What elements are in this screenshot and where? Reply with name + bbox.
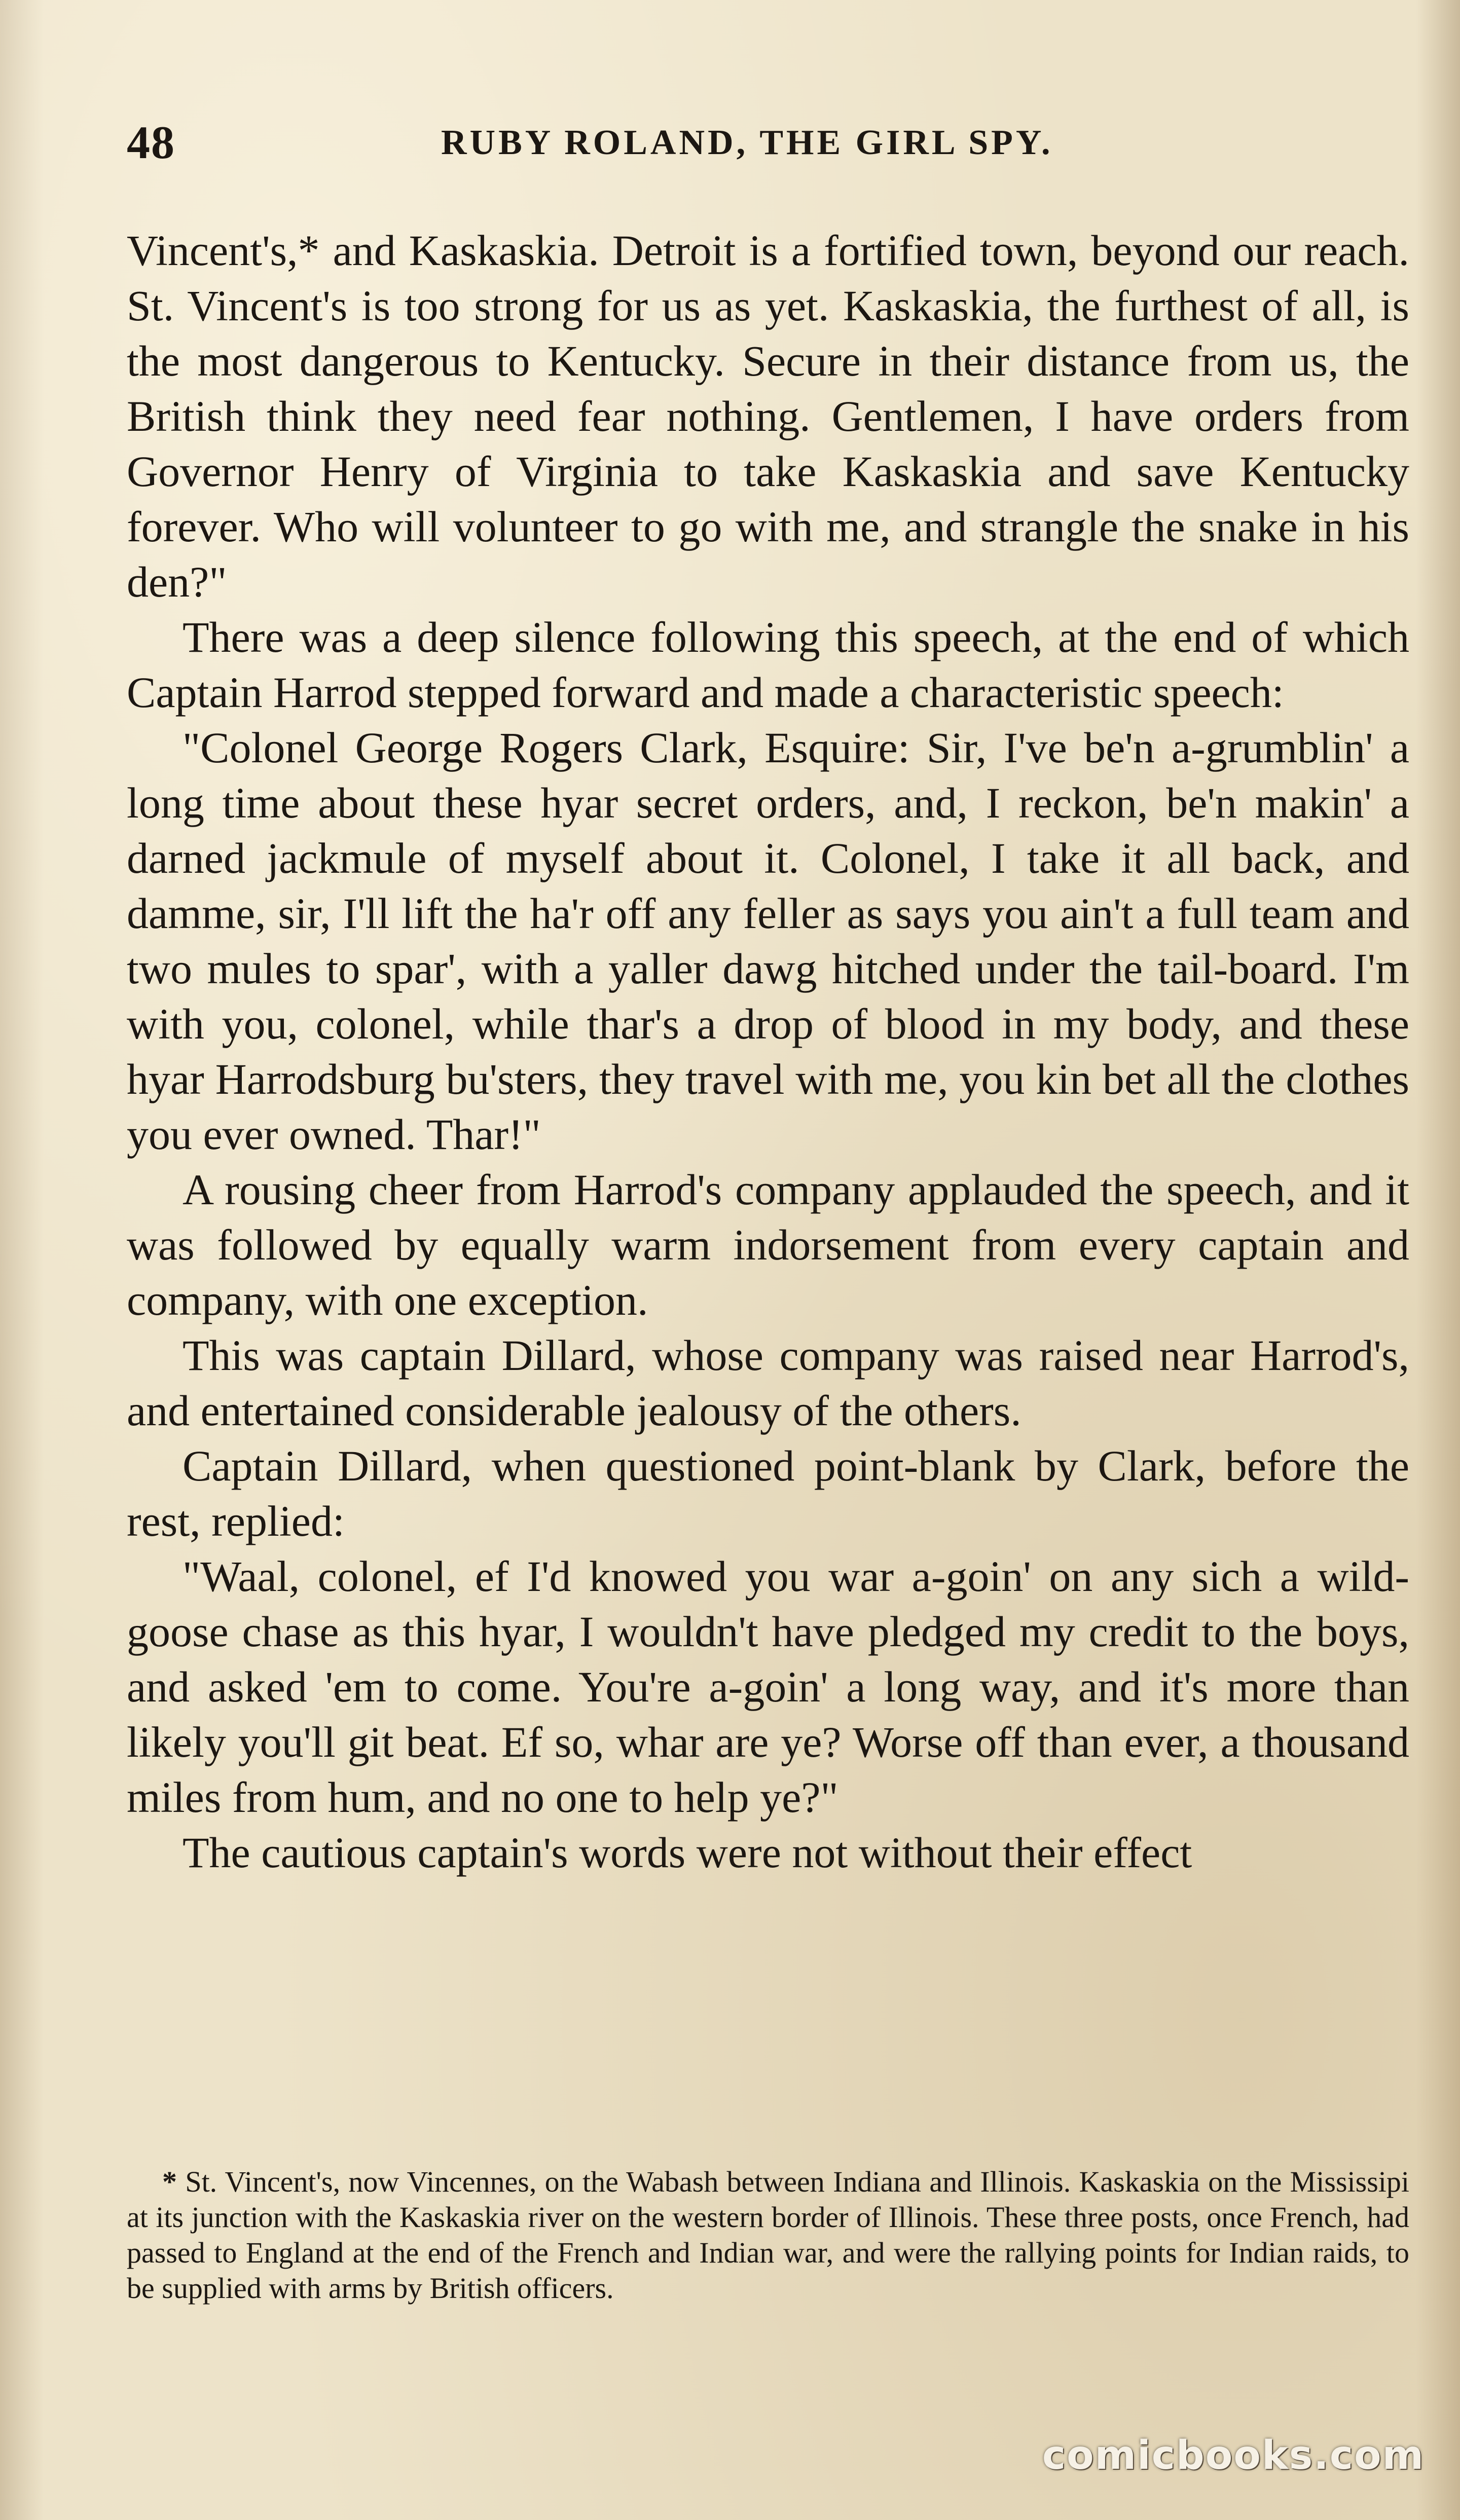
running-title: RUBY ROLAND, THE GIRL SPY. [441,123,1053,162]
footnote-text: St. Vincent's, now Vincennes, on the Wabash between Indiana and Illinois. Kaskaskia on the Mississipi at its junction with the Kaskaskia river on the western border of Illinois. These three posts, once French, had passed to England at the end of the French and Indian war, and were the rallying points for Indian raids, to be supplied with arms by British officers. [127,2165,1410,2305]
footnote-marker: * [162,2165,177,2198]
footnote-paragraph [127,2164,1409,2306]
paragraph: Captain Dillard, when questioned point-blank by Clark, before the rest, replied: [127,1441,1409,1545]
site-watermark: comicbooks.com [1042,2433,1425,2478]
paragraph: This was captain Dillard, whose company was raised near Harrod's, and entertained considerable jealousy of the others. [127,1331,1409,1435]
paragraph: The cautious captain's words were not without their effect [182,1828,1192,1877]
page-number: 48 [127,117,175,168]
body-text [127,223,1409,1880]
footnote [127,2164,1409,2306]
paragraph: "Waal, colonel, ef I'd knowed you war a-goin' on any sich a wild-goose chase as this hyar, I wouldn't have pledged my credit to the boys, and asked 'em to come. You're a-goin' a long way, and it's more than likely you'll git beat. Ef so, whar are ye? Worse off than ever, a thousand miles from hum, and no one to help ye?" [127,1552,1409,1822]
paragraph: A rousing cheer from Harrod's company applauded the speech, and it was followed by equally warm indorsement from every captain and company, with one exception. [127,1165,1409,1324]
paragraph: Vincent's,* and Kaskaskia. Detroit is a fortified town, beyond our reach. St. Vincent's is too strong for us as yet. Kaskaskia, the furthest of all, is the most dangerous to Kentucky. Secure in their distance from us, the British think they need fear nothing. Gentlemen, I have orders from Governor Henry of Virginia to take Kaskaskia and save Kentucky forever. Who will volunteer to go with me, and strangle the snake in his den?" [127,226,1409,606]
paragraph: There was a deep silence following this speech, at the end of which Captain Harrod stepped forward and made a characteristic speech: [127,613,1409,717]
paragraph: "Colonel George Rogers Clark, Esquire: Sir, I've be'n a-grumblin' a long time about these hyar secret orders, and, I reckon, be'n makin' a darned jackmule of myself about it. Colonel, I take it all back, and damme, sir, I'll lift the ha'r off any feller as says you ain't a full team and two mules to spar', with a yaller dawg hitched under the tail-board. I'm with you, colonel, while thar's a drop of blood in my body, and these hyar Harrodsburg bu'sters, they travel with me, you kin bet all the clothes you ever owned. Thar!" [127,723,1409,1159]
running-head [127,116,1409,171]
